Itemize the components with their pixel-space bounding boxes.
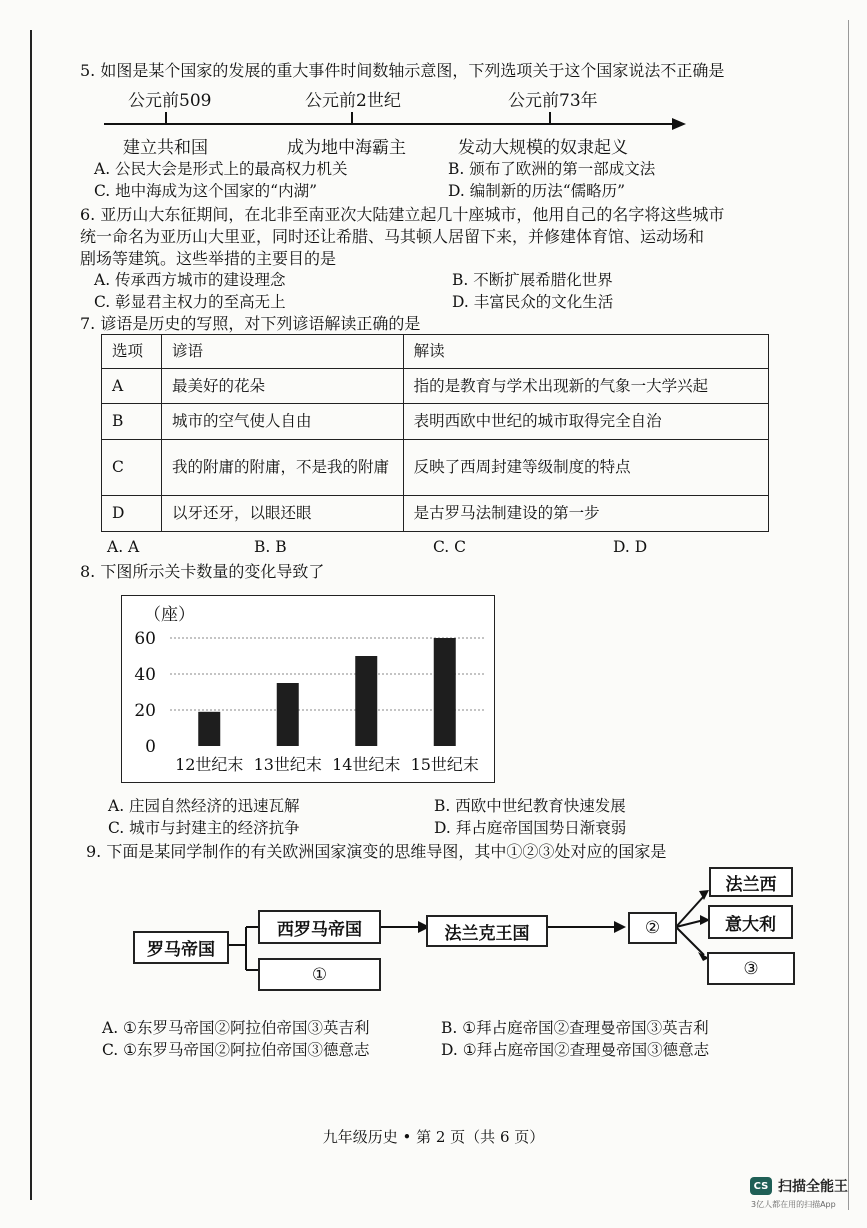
q9-option-d: D. ①拜占庭帝国②查理曼帝国③德意志 [441,1041,710,1059]
timeline-event-3: 发动大规模的奴隶起义 [458,138,628,158]
camscanner-logo-icon: CS [750,1177,772,1195]
q6-line-1: 6. 亚历山大东征期间，在北非至南亚次大陆建立起几十座城市，他用自己的名字将这些城市 [80,205,725,224]
table-cell: 城市的空气使人自由 [161,404,403,440]
table-header: 解读 [403,335,768,369]
mind-map-blank-2: ② [628,912,677,944]
mind-map-blank-3: ③ [707,952,795,985]
q6-line-2: 统一命名为亚历山大里亚，同时还让希腊、马其顿人居留下来，并修建体育馆、运动场和 [80,227,705,246]
q8-option-a: A. 庄园自然经济的迅速瓦解 [108,797,300,815]
table-cell: 表明西欧中世纪的城市取得完全自治 [403,404,768,440]
table-header: 谚语 [161,335,403,369]
q6-option-c: C. 彰显君主权力的至高无上 [94,293,286,311]
q5-option-a: A. 公民大会是形式上的最高权力机关 [94,160,348,178]
y-axis-label: （座） [144,605,195,625]
q5-option-c: C. 地中海成为这个国家的“内湖” [94,182,318,200]
y-tick-label: 0 [145,737,156,757]
table-cell: D [102,496,162,532]
table-cell: 是古罗马法制建设的第一步 [403,496,768,532]
q7-option-d: D. D [613,538,648,556]
y-tick-label: 40 [134,665,156,685]
scanner-watermark [750,1176,848,1196]
x-tick-label: 13世纪末 [253,755,322,774]
mind-map-root: 罗马帝国 [133,931,229,964]
q6-option-b: B. 不断扩展希腊化世界 [452,271,613,289]
timeline-date-2: 公元前2世纪 [305,91,401,111]
q6-option-a: A. 传承西方城市的建设理念 [94,271,286,289]
q5-stem: 5. 如图是某个国家的发展的重大事件时间数轴示意图，下列选项关于这个国家说法不正确是 [80,61,725,80]
table-cell: 以牙还牙，以眼还眼 [161,496,403,532]
q6-line-3: 剧场等建筑。这些举措的主要目的是 [80,249,337,268]
table-cell: B [102,404,162,440]
table-cell: 反映了西周封建等级制度的特点 [403,440,768,496]
brand-name: 扫描全能王 [778,1179,848,1195]
q9-stem: 9. 下面是某同学制作的有关欧洲国家演变的思维导图，其中①②③处对应的国家是 [86,842,667,861]
table-cell: 最美好的花朵 [161,369,403,404]
y-tick-label: 20 [134,701,156,721]
q9-option-c: C. ①东罗马帝国②阿拉伯帝国③德意志 [102,1041,370,1059]
q8-stem: 8. 下图所示关卡数量的变化导致了 [80,562,325,581]
timeline-event-2: 成为地中海霸主 [287,138,406,158]
mind-map-italy: 意大利 [708,905,793,939]
x-tick-label: 15世纪末 [410,755,479,774]
q8-option-d: D. 拜占庭帝国国势日渐衰弱 [434,819,627,837]
q8-option-c: C. 城市与封建主的经济抗争 [108,819,300,837]
mind-map-france: 法兰西 [709,867,793,897]
q6-option-d: D. 丰富民众的文化生活 [452,293,614,311]
table-cell: 指的是教育与学术出现新的气象一大学兴起 [403,369,768,404]
q9-option-a: A. ①东罗马帝国②阿拉伯帝国③英吉利 [102,1019,370,1037]
table-cell: C [102,440,162,496]
x-tick-label: 14世纪末 [332,755,401,774]
mind-map-west-rome: 西罗马帝国 [258,910,381,944]
q8-option-b: B. 西欧中世纪教育快速发展 [434,797,626,815]
x-tick-label: 12世纪末 [175,755,244,774]
q9-option-b: B. ①拜占庭帝国②查理曼帝国③英吉利 [441,1019,709,1037]
timeline-date-3: 公元前73年 [508,91,598,111]
q5-option-d: D. 编制新的历法“儒略历” [448,182,626,200]
mind-map-blank-1: ① [258,958,381,991]
page-footer: 九年级历史 • 第 2 页（共 6 页） [322,1128,545,1146]
q7-stem: 7. 谚语是历史的写照，对下列谚语解读正确的是 [80,314,421,333]
table-cell: A [102,369,162,404]
table-cell: 我的附庸的附庸，不是我的附庸 [161,440,403,496]
q7-option-b: B. B [254,538,287,556]
timeline-date-1: 公元前509 [128,91,212,111]
table-header: 选项 [102,335,162,369]
timeline-event-1: 建立共和国 [123,138,208,158]
q7-option-a: A. A [107,538,140,556]
q5-option-b: B. 颁布了欧洲的第一部成文法 [448,160,656,178]
brand-tagline: 3亿人都在用的扫描App [751,1200,836,1209]
y-tick-label: 60 [134,629,156,649]
q7-option-c: C. C [433,538,467,556]
mind-map-frank: 法兰克王国 [426,915,548,947]
